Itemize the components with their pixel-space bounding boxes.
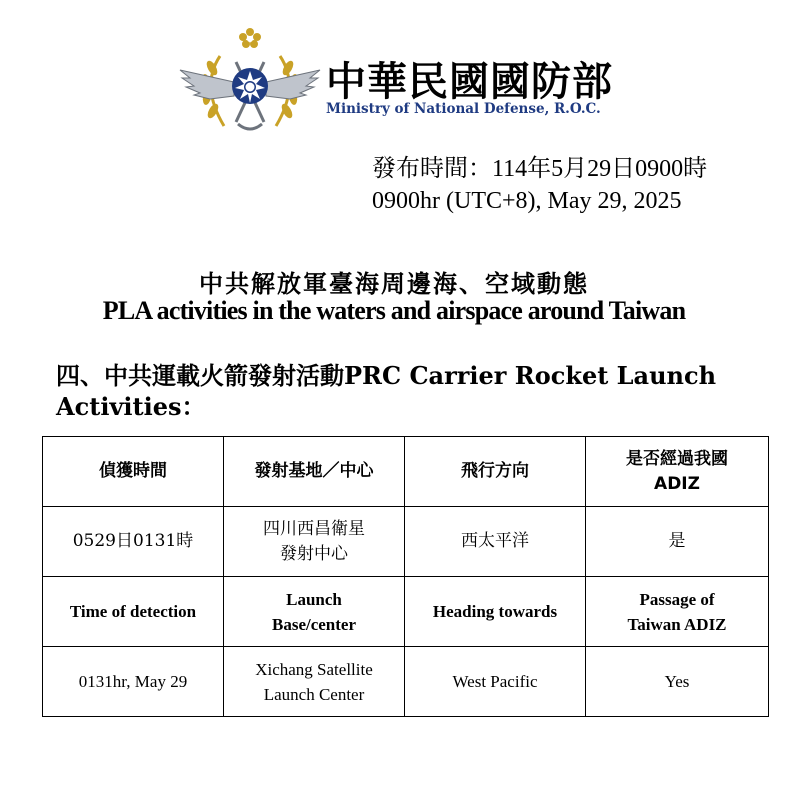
release-time [372,153,707,217]
release-time-en: 0900hr (UTC+8), May 29, 2025 [372,188,682,214]
org-name-zh: 中華民國國防部 [326,59,613,105]
table-cell: 西太平洋 [405,507,586,577]
org-name-en: Ministry of National Defense, R.O.C. [326,101,601,117]
header-cell: Heading towards [405,577,586,647]
page-title-zh: 中共解放軍臺海周邊海、空域動態 [199,269,589,298]
table-header-row-zh [43,437,769,507]
table-cell-text: 四川西昌衛星發射中心 [262,518,365,564]
mnd-emblem-icon [176,26,324,138]
header-cell [586,577,769,647]
launch-activity-table [42,436,769,717]
table-cell: West Pacific [405,647,586,717]
table-cell: 0131hr, May 29 [43,647,224,717]
section-heading: 四、中共運載火箭發射活動PRC Carrier Rocket Launch Activities： [56,361,717,421]
table-row-en [43,647,769,717]
page-title-en: PLA activities in the waters and airspace around Taiwan [102,296,686,325]
table-cell-text: Xichang Satellite Launch Center [255,659,373,704]
header-cell-text: Passage of Taiwan ADIZ [627,589,727,634]
header-cell-text: 是否經過我國ADIZ [625,448,728,494]
release-time-zh: 發布時間：114年5月29日0900時 [372,156,708,182]
header-cell: 飛行方向 [405,437,586,507]
header-cell: 發射基地／中心 [224,437,405,507]
table-cell [224,507,405,577]
table-cell: Yes [586,647,769,717]
header-cell: 偵獲時間 [43,437,224,507]
header-cell: Time of detection [43,577,224,647]
header-cell [224,577,405,647]
table-cell: 是 [586,507,769,577]
header-cell-text: Launch Base/center [271,589,357,634]
table-cell: 0529日0131時 [43,507,224,577]
table-cell [224,647,405,717]
table-header-row-en [43,577,769,647]
table-row-zh [43,507,769,577]
header-cell [586,437,769,507]
